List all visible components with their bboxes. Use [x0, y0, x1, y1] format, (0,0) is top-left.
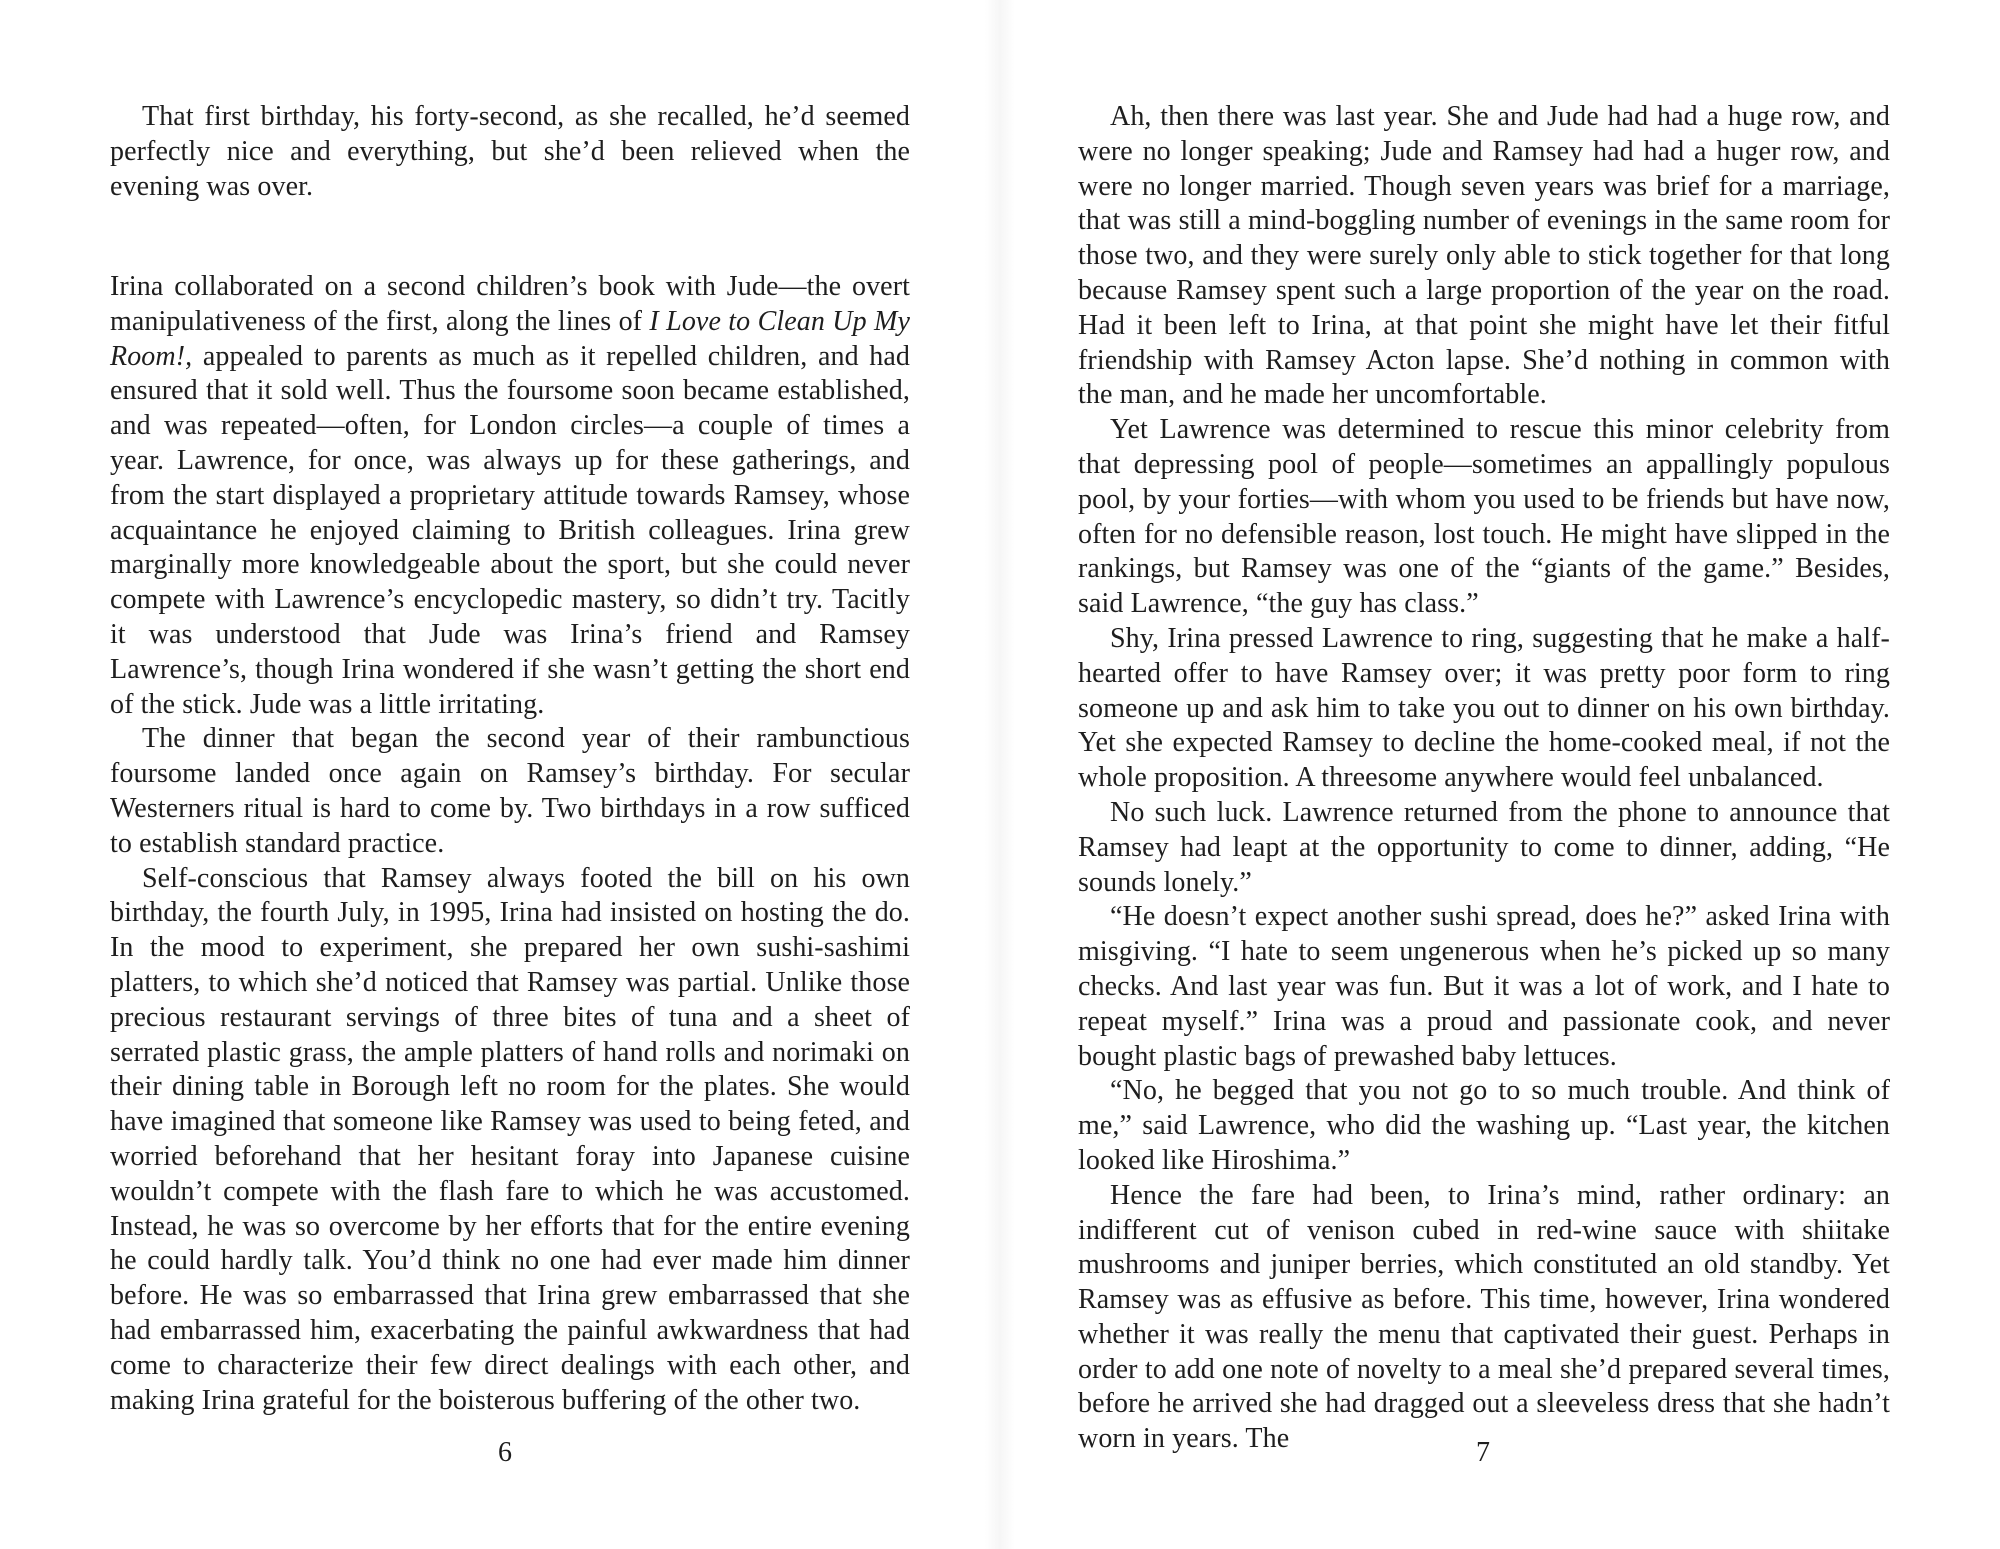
left-paragraph-4: Self-conscious that Ramsey always footed the bill on his own birthday, the fourth July, in 1995, Irina had insisted on hosting the do. In the mood to experiment, she prepared her own sushi-sashimi platters, to which she’d noticed that Ramsey was partial. Unlike those precious restaurant servings of three bites of tuna and a sheet of serrated plastic grass, the ample platters of hand rolls and norimaki on their dining table in Borough left no room for the plates. She would have imagined that someone like Ramsey was used to being feted, and worried beforehand that her hesitant foray into Japanese cuisine wouldn’t compete with the flash fare to which he was accustomed. Instead, he was so overcome by her efforts that for the entire evening he could hardly talk. You’d think no one had ever made him dinner before. He was so embarrassed that Irina grew embarrassed that she had embarrassed him, exacerbating the painful awkwardness that had come to characterize their few direct dealings with each other, and making Irina grateful for the boisterous buffering of the other two. [110, 862, 910, 1416]
left-page-opening-block [110, 100, 910, 204]
left-paragraph-2-part-1: Irina collaborated on a second children’s book with Jude—the overt manipulativeness of the first, along the lines of [110, 271, 910, 337]
left-paragraph-2-part-2: appealed to parents as much as it repelled children, and had ensured that it sold well. Thus the foursome soon became established, and was repeated—often, for London circles—a couple of times a year. Lawrence, for once, was always up for these gatherings, and from the start displayed a proprietary attitude towards Ramsey, whose acquaintance he enjoyed claiming to British colleagues. Irina grew marginally more knowledgeable about the sport, but she could never compete with Lawrence’s encyclopedic mastery, so didn’t try. Tacitly it was understood that Jude was Irina’s friend and Ramsey Lawrence’s, though Irina wondered if she wasn’t getting the short end of the stick. Jude was a little irritating. [110, 340, 910, 720]
right-paragraph-6: “No, he begged that you not go to so much trouble. And think of me,” said Lawrence, who did the washing up. “Last year, the kitchen looked like Hiroshima.” [1078, 1075, 1890, 1176]
left-paragraph-2 [110, 270, 910, 722]
left-page-main-block [110, 270, 910, 1418]
right-paragraph-4: No such luck. Lawrence returned from the phone to announce that Ramsey had leapt at the opportunity to come to dinner, adding, “He sounds lonely.” [1078, 796, 1890, 898]
right-page [1000, 0, 2000, 1549]
right-page-number: 7 [1476, 1437, 1490, 1468]
left-paragraph-1: That first birthday, his forty-second, as she recalled, he’d seemed perfectly nice and everything, but she’d been relieved when the evening was over. [110, 101, 910, 202]
right-paragraph-5: “He doesn’t expect another sushi spread, does he?” asked Irina with misgiving. “I hate to seem ungenerous when he’s picked up so many checks. And last year was fun. But it was a lot of work, and I hate to repeat myself.” Irina was a proud and passionate cook, and never bought plastic bags of prewashed baby lettuces. [1078, 901, 1890, 1072]
right-paragraph-3: Shy, Irina pressed Lawrence to ring, suggesting that he make a half-hearted offer to have Ramsey over; it was pretty poor form to ring someone up and ask him to take you out to dinner on his own birthday. Yet she expected Ramsey to decline the home-cooked meal, if not the whole proposition. A threesome anywhere would feel unbalanced. [1078, 622, 1890, 794]
book-title: I Love to Clean Up My Room!, [110, 305, 910, 372]
right-page-block [1078, 100, 1890, 1457]
left-paragraph-3: The dinner that began the second year of their rambunctious foursome landed once again on Ramsey’s birthday. For secular Westerners ritual is hard to come by. Two birthdays in a row sufficed to establish standard practice. [110, 723, 910, 859]
right-paragraph-2: Yet Lawrence was determined to rescue this minor celebrity from that depressing pool of people—sometimes an appallingly populous pool, by your forties—with whom you used to be friends but have now, often for no defensible reason, lost touch. He might have slipped in the rankings, but Ramsey was one of the “giants of the game.” Besides, said Lawrence, “the guy has class.” [1078, 414, 1890, 620]
left-page-number: 6 [498, 1437, 512, 1468]
right-paragraph-1: Ah, then there was last year. She and Jude had had a huge row, and were no longer speaking; Jude and Ramsey had had a huger row, and were no longer married. Though seven years was brief for a marriage, that was still a mind-boggling number of evenings in the same room for those two, and they were surely only able to stick together for that long because Ramsey spent such a large proportion of the year on the road. Had it been left to Irina, at that point she might have let their fitful friendship with Ramsey Acton lapse. She’d nothing in common with the man, and he made her uncomfortable. [1078, 101, 1890, 411]
right-paragraph-7: Hence the fare had been, to Irina’s mind, rather ordinary: an indifferent cut of venison cubed in red-wine sauce with shiitake mushrooms and juniper berries, which constituted an old standby. Yet Ramsey was as effusive as before. This time, however, Irina wondered whether it was really the menu that captivated their guest. Perhaps in order to add one note of novelty to a meal she’d prepared several times, before he arrived she had dragged out a sleeveless dress that she hadn’t worn in years. The [1078, 1179, 1890, 1455]
